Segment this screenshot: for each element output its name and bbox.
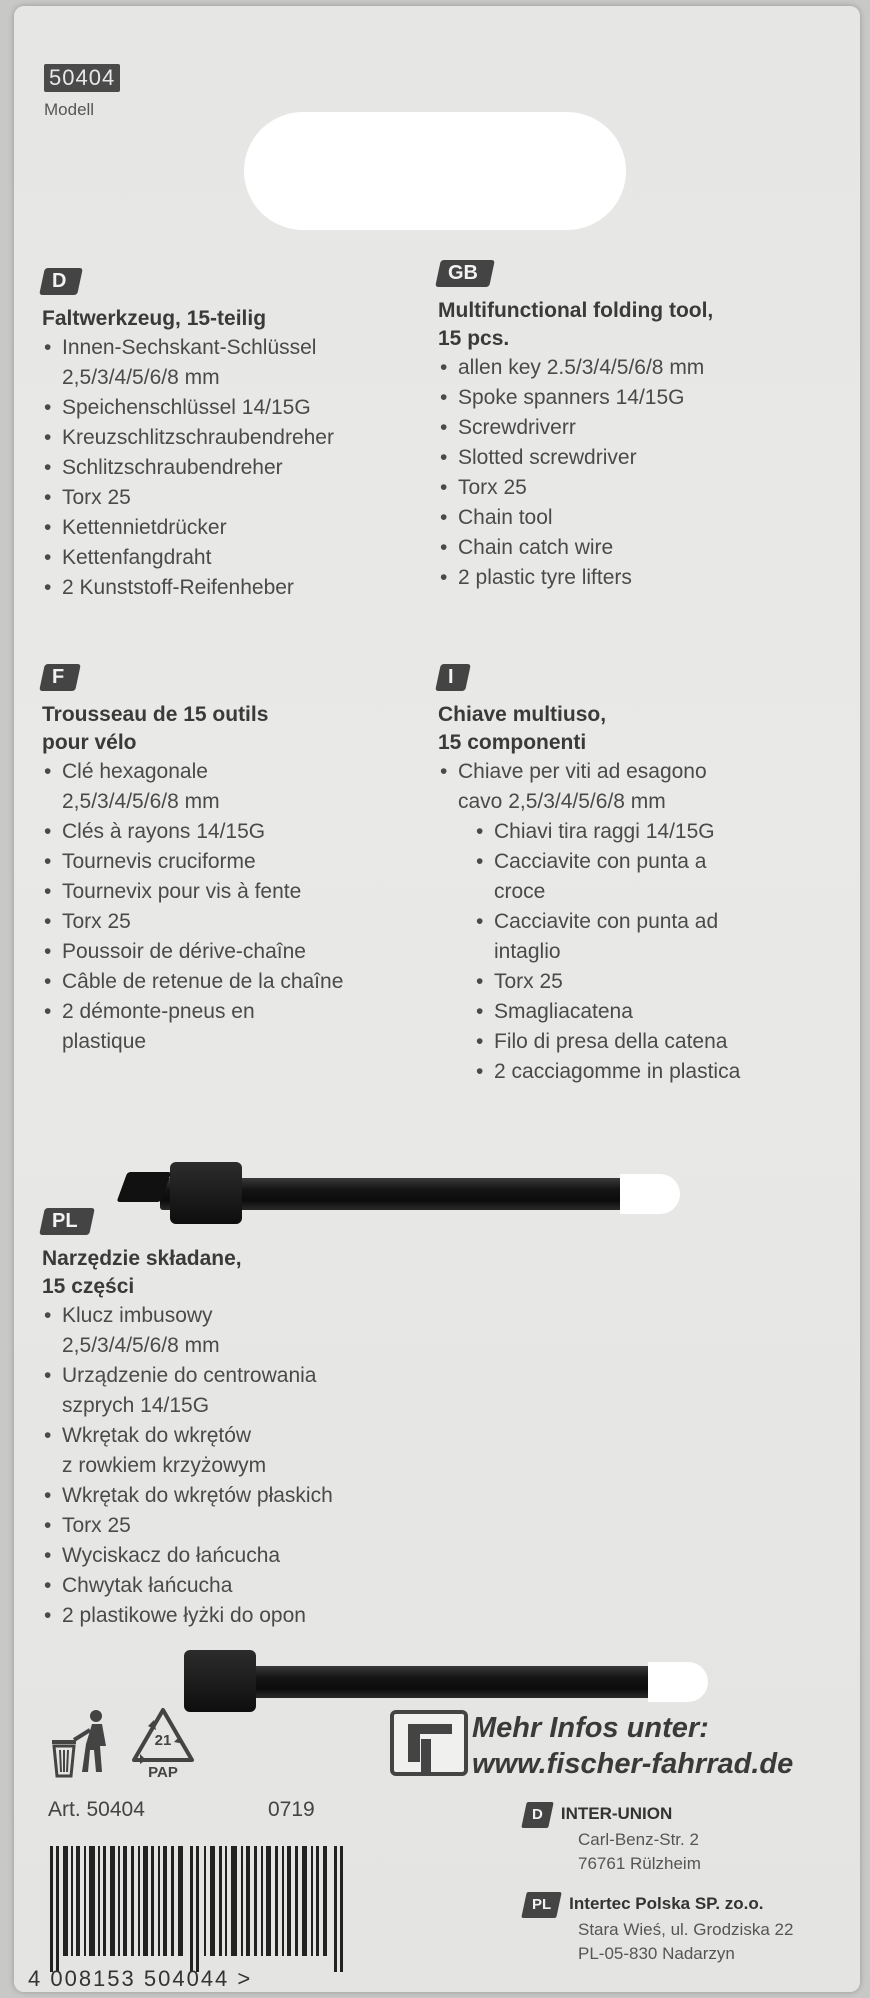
language-badge-fr: F bbox=[39, 664, 81, 691]
more-info-url: www.fischer-fahrrad.de bbox=[472, 1748, 794, 1780]
company-name: INTER-UNION bbox=[560, 1804, 673, 1823]
address-line: 76761 Rülzheim bbox=[578, 1854, 701, 1873]
cable-tie-top bbox=[160, 1178, 666, 1208]
language-badge-address-de: D bbox=[521, 1802, 553, 1828]
language-badge-gb: GB bbox=[435, 260, 495, 287]
address-line: PL-05-830 Nadarzyn bbox=[578, 1944, 735, 1963]
list-item: • Schlitzschraubendreher bbox=[42, 453, 334, 483]
language-badge-it: I bbox=[435, 664, 470, 691]
barcode bbox=[50, 1846, 350, 1972]
list-item: • 2 Kunststoff-Reifenheber bbox=[42, 573, 334, 603]
list-item: • Innen-Sechskant-Schlüssel 2,5/3/4/5/6/8 mm bbox=[42, 333, 334, 393]
list-item: • Wyciskacz do łańcucha bbox=[42, 1541, 333, 1571]
section-pl bbox=[42, 1208, 333, 1631]
address-line: Stara Wieś, ul. Grodziska 22 bbox=[578, 1920, 794, 1939]
list-item: • Clés à rayons 14/15G bbox=[42, 817, 343, 847]
item-list-gb bbox=[438, 353, 713, 593]
recycling-icon bbox=[128, 1706, 198, 1782]
list-item: • Spoke spanners 14/15G bbox=[438, 383, 713, 413]
list-item: • Chain tool bbox=[438, 503, 713, 533]
section-it bbox=[438, 664, 740, 1087]
list-item: • Wkrętak do wkrętów płaskich bbox=[42, 1481, 333, 1511]
list-item: • Cacciavite con punta a croce bbox=[438, 847, 740, 907]
list-item: • Chiave per viti ad esagono cavo 2,5/3/4/5/6/8 mm bbox=[438, 757, 740, 817]
section-fr bbox=[42, 664, 343, 1057]
section-title-pl: Narzędzie składane, 15 części bbox=[42, 1247, 242, 1298]
model-label: Modell bbox=[44, 100, 95, 119]
section-title-it: Chiave multiuso, 15 componenti bbox=[438, 703, 607, 754]
company-name: Intertec Polska SP. zo.o. bbox=[569, 1894, 764, 1913]
date-code: 0719 bbox=[268, 1798, 315, 1821]
list-item: • Chiavi tira raggi 14/15G bbox=[438, 817, 740, 847]
list-item: • Speichenschlüssel 14/15G bbox=[42, 393, 334, 423]
list-item: • Kreuzschlitzschraubendreher bbox=[42, 423, 334, 453]
list-item: • Kettennietdrücker bbox=[42, 513, 334, 543]
waste-bin-icon bbox=[48, 1706, 118, 1782]
list-item: • Filo di presa della catena bbox=[438, 1027, 740, 1057]
more-info-label: Mehr Infos unter: bbox=[472, 1712, 709, 1744]
list-item: • Tournevix pour vis à fente bbox=[42, 877, 343, 907]
list-item: • 2 plastikowe łyżki do opon bbox=[42, 1601, 333, 1631]
list-item: • Klucz imbusowy 2,5/3/4/5/6/8 mm bbox=[42, 1301, 333, 1361]
section-de bbox=[42, 268, 334, 603]
list-item: • Chwytak łańcucha bbox=[42, 1571, 333, 1601]
list-item: • Smagliacatena bbox=[438, 997, 740, 1027]
more-info bbox=[472, 1710, 793, 1782]
list-item: • 2 démonte-pneus en plastique bbox=[42, 997, 343, 1057]
address-line: Carl-Benz-Str. 2 bbox=[578, 1830, 699, 1849]
list-item: • Tournevis cruciforme bbox=[42, 847, 343, 877]
list-item: • Urządzenie do centrowania szprych 14/15G bbox=[42, 1361, 333, 1421]
item-list-pl bbox=[42, 1301, 333, 1631]
list-item: • Clé hexagonale 2,5/3/4/5/6/8 mm bbox=[42, 757, 343, 817]
section-title-de: Faltwerkzeug, 15-teilig bbox=[42, 307, 267, 330]
address-de bbox=[524, 1802, 701, 1876]
list-item: • Torx 25 bbox=[42, 1511, 333, 1541]
list-item: • Torx 25 bbox=[438, 473, 713, 503]
list-item: • Chain catch wire bbox=[438, 533, 713, 563]
section-gb bbox=[438, 260, 713, 593]
language-badge-pl: PL bbox=[39, 1208, 94, 1235]
list-item: • Wkrętak do wkrętów z rowkiem krzyżowym bbox=[42, 1421, 333, 1481]
list-item: • Slotted screwdriver bbox=[438, 443, 713, 473]
list-item: • Torx 25 bbox=[42, 907, 343, 937]
list-item: • Cacciavite con punta ad intaglio bbox=[438, 907, 740, 967]
item-list-it bbox=[438, 757, 740, 1087]
list-item: • allen key 2.5/3/4/5/6/8 mm bbox=[438, 353, 713, 383]
cable-tie-bottom bbox=[184, 1666, 694, 1696]
recycling-material: PAP bbox=[148, 1764, 178, 1781]
article-number: Art. 50404 bbox=[48, 1798, 145, 1821]
language-badge-de: D bbox=[39, 268, 83, 295]
recycling-code: 21 bbox=[154, 1732, 172, 1749]
item-list-fr bbox=[42, 757, 343, 1057]
list-item: • Poussoir de dérive-chaîne bbox=[42, 937, 343, 967]
list-item: • 2 cacciagomme in plastica bbox=[438, 1057, 740, 1087]
list-item: • Torx 25 bbox=[42, 483, 334, 513]
brand-logo-icon bbox=[390, 1710, 468, 1776]
list-item: • 2 plastic tyre lifters bbox=[438, 563, 713, 593]
address-pl bbox=[524, 1892, 793, 1966]
blister-card bbox=[14, 6, 860, 1992]
list-item: • Kettenfangdraht bbox=[42, 543, 334, 573]
model-code: 50404 bbox=[44, 64, 120, 92]
list-item: • Torx 25 bbox=[438, 967, 740, 997]
section-title-gb: Multifunctional folding tool, 15 pcs. bbox=[438, 299, 714, 350]
list-item: • Câble de retenue de la chaîne bbox=[42, 967, 343, 997]
item-list-de bbox=[42, 333, 334, 603]
list-item: • Screwdriverr bbox=[438, 413, 713, 443]
hang-hole bbox=[244, 112, 626, 230]
language-badge-address-pl: PL bbox=[521, 1892, 562, 1918]
section-title-fr: Trousseau de 15 outils pour vélo bbox=[42, 703, 269, 754]
barcode-digits: 4 008153 504044 > bbox=[28, 1966, 253, 1991]
